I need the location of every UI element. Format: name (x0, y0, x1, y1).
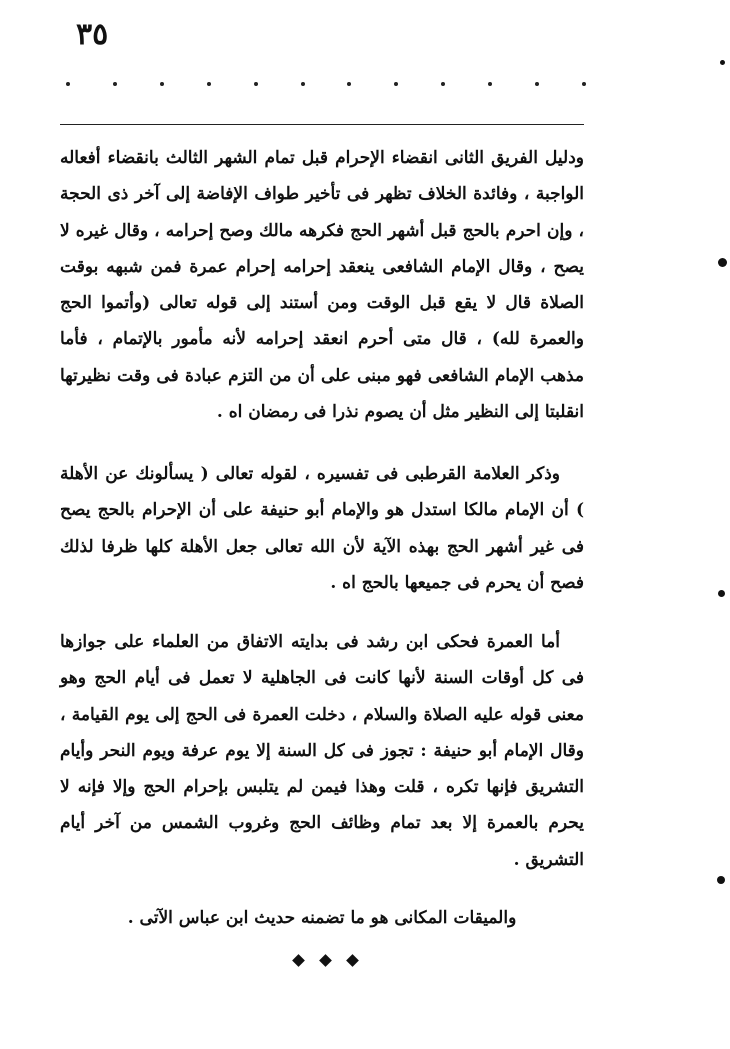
binding-mark (718, 258, 727, 267)
dot (394, 82, 398, 86)
dot (66, 82, 70, 86)
binding-mark (720, 60, 725, 65)
page-number: ٣٥ (76, 17, 109, 52)
dot (488, 82, 492, 86)
dot (254, 82, 258, 86)
dot (301, 82, 305, 86)
ornament-diamond (292, 954, 305, 967)
paragraph-1-text: ودليل الفريق الثانى انقضاء الإحرام قبل تمام الشهر الثالث بانقضاء أفعاله الواجبة ، وفائدة الخلاف تظهر فى تأخير طواف الإفاضة إلى آخر ذى الحجة ، وإن احرم بالحج قبل أشهر الحج فكرهه مالك وصح إحرامه ، وقال غيره لا يصح ، وقال الإمام الشافعى ينعقد إحرامه إحرام عمرة فمن شبهه بوقت الصلاة قال لا يقع قبل الوقت ومن أستند إلى قوله تعالى (وأتموا الحج والعمرة لله) ، قال متى أحرم انعقد إحرامه لأنه مأمور بالإتمام ، فأما مذهب الإمام الشافعى فهو مبنى على أن من التزم عبادة فى وقت نظيرتها انقلبتا إلى النظير مثل أن يصوم نذرا فى رمضان اه . (60, 148, 584, 423)
dot (582, 82, 586, 86)
paragraph-2-text: وذكر العلامة القرطبى فى تفسيره ، لقوله تعالى ( يسألونك عن الأهلة ) أن الإمام مالكا استدل هو والإمام أبو حنيفة على أن الإحرام بالحج يصح فى غير أشهر الحج بهذه الآية لأن الله تعالى جعل الأهلة كلها ظرفا لذلك فصح أن يحرم فى جميعها بالحج اه . (60, 464, 584, 593)
paragraph-1 (60, 140, 584, 430)
binding-mark (717, 876, 725, 884)
final-line: والميقات المكانى هو ما تضمنه حديث ابن عباس الآتى . (127, 908, 517, 928)
section-end-ornament (270, 956, 380, 965)
dot (113, 82, 117, 86)
header-rule (60, 124, 584, 125)
paragraph-2 (60, 456, 584, 601)
dot (535, 82, 539, 86)
ornament-diamond (319, 954, 332, 967)
paragraph-3 (60, 624, 584, 878)
ornament-diamond (346, 954, 359, 967)
paragraph-3-text: أما العمرة فحكى ابن رشد فى بدايته الاتفاق من العلماء على جوازها فى كل أوقات السنة لأنها كانت فى الجاهلية لا تعمل فى أيام الحج وهو معنى قوله عليه الصلاة والسلام ، دخلت العمرة فى الحج إلى يوم القيامة ، وقال الإمام أبو حنيفة : تجوز فى كل السنة إلا يوم عرفة ويوم النحر وأيام التشريق فإنها تكره ، قلت وهذا فيمن لم يتلبس بإحرام الحج وإلا فإنه لا يحرم بالعمرة إلا بعد تمام وظائف الحج وغروب الشمس من آخر أيام التشريق . (60, 632, 584, 870)
dot (207, 82, 211, 86)
dot-leader-row (66, 82, 586, 86)
dot (347, 82, 351, 86)
dot (441, 82, 445, 86)
dot (160, 82, 164, 86)
binding-mark (718, 590, 725, 597)
